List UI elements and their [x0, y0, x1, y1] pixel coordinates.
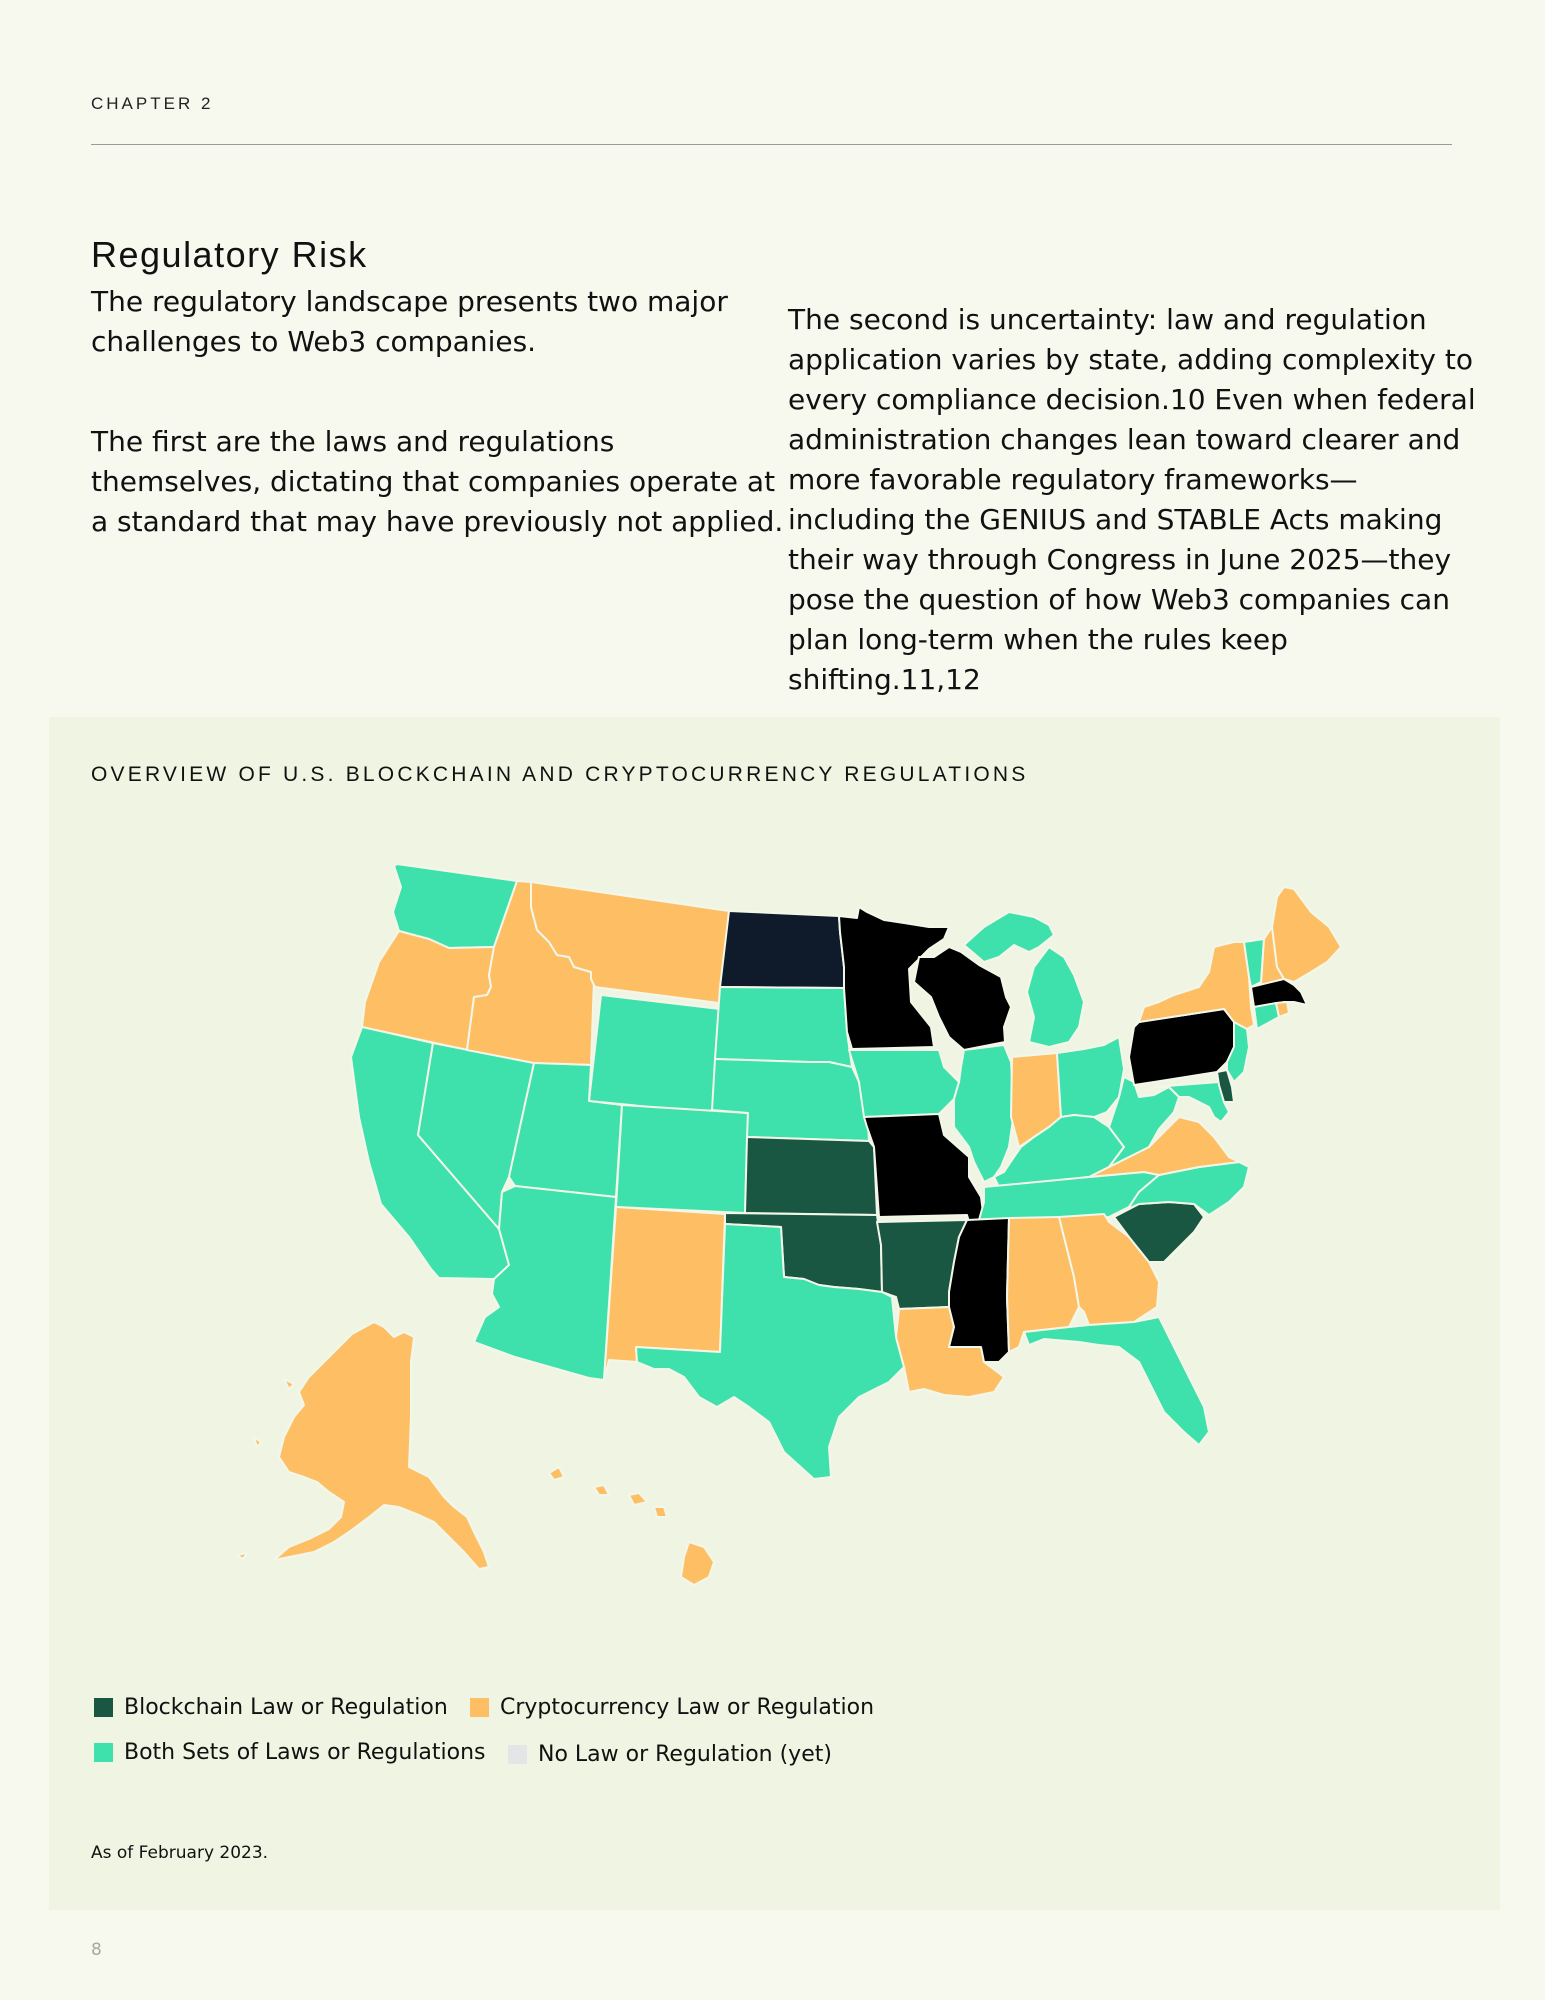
legend-label-blockchain: Blockchain Law or Regulation: [124, 1695, 448, 1720]
section-title: Regulatory Risk: [91, 234, 368, 275]
state-wy: [589, 995, 720, 1113]
state-fl: [1024, 1317, 1209, 1445]
state-ct: [1254, 1003, 1279, 1029]
chapter-label: CHAPTER 2: [91, 94, 214, 113]
state-ks: [745, 1137, 877, 1215]
legend-swatch-blockchain: [94, 1698, 113, 1717]
state-oh: [1057, 1037, 1124, 1117]
figure-note: As of February 2023.: [91, 1843, 269, 1863]
state-ri: [1276, 1002, 1289, 1017]
legend-swatch-both: [94, 1743, 113, 1762]
state-co: [616, 1105, 748, 1213]
state-me: [1272, 887, 1341, 982]
legend-swatch-crypto: [470, 1698, 489, 1717]
state-hi: [549, 1467, 714, 1585]
legend-item-crypto: [470, 1695, 874, 1720]
state-ia: [849, 1050, 959, 1117]
legend-item-both: [94, 1740, 486, 1765]
state-ak: [237, 1322, 489, 1569]
legend-label-both: Both Sets of Laws or Regulations: [124, 1740, 486, 1765]
state-nd: [720, 911, 844, 988]
legend-label-none: No Law or Regulation (yet): [538, 1742, 832, 1767]
legend-label-crypto: Cryptocurrency Law or Regulation: [500, 1695, 875, 1720]
first-challenge-paragraph: The first are the laws and regulations themselves, dictating that companies operate at a standard that may have previously not applied.: [91, 425, 784, 538]
regulation-map-panel: [49, 717, 1500, 1910]
header-divider: [91, 144, 1452, 145]
legend-item-blockchain: [94, 1695, 448, 1720]
state-sd: [715, 987, 852, 1067]
legend-swatch-none: [508, 1745, 527, 1764]
state-ms: [949, 1218, 1009, 1362]
intro-paragraph: The regulatory landscape presents two major challenges to Web3 companies.: [91, 285, 728, 358]
page-number: 8: [91, 1940, 102, 1960]
second-challenge-paragraph: The second is uncertainty: law and regulation application varies by state, adding complexity to every compliance decision.10 Even when federal administration changes lean toward clearer and more favorable regulatory frameworks—including the GENIUS and STABLE Acts making their way through Congress in June 2025—they pose the question of how Web3 companies can plan long-term when the rules keep shifting.11,12: [788, 303, 1476, 696]
figure-title: OVERVIEW OF U.S. BLOCKCHAIN AND CRYPTOCURRENCY REGULATIONS: [91, 763, 1029, 786]
legend-item-none: [508, 1742, 832, 1767]
us-map: [49, 717, 1500, 1910]
